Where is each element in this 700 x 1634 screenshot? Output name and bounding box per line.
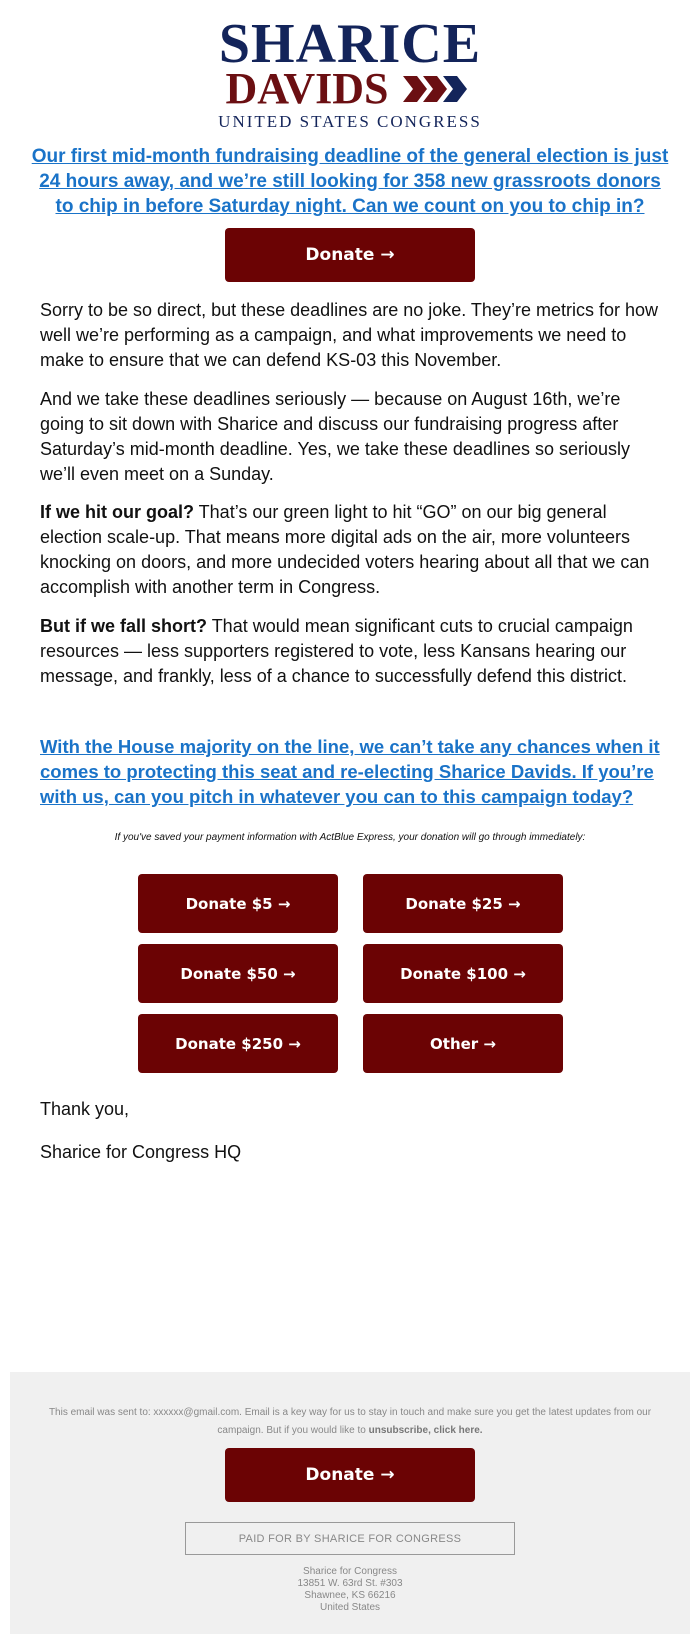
- logo-last-name: [225, 64, 389, 113]
- paid-for-disclaimer: PAID FOR BY SHARICE FOR CONGRESS: [185, 1522, 515, 1555]
- logo-last-name-text: DAVIDS: [225, 64, 389, 113]
- fall-short-text: That would mean significant cuts to crucial campaign resources — less supporters registered to vote, less Kansans hearing our message, and frankly, less of a chance to successfully defend this district.: [40, 616, 633, 686]
- footer-donate-button[interactable]: Donate →: [225, 1448, 475, 1502]
- donate-5-button[interactable]: Donate $5 →: [138, 874, 338, 933]
- fall-short-lead: But if we fall short?: [40, 616, 208, 636]
- donate-100-button[interactable]: Donate $100 →: [363, 944, 563, 1003]
- headline-fundraising-link[interactable]: Our first mid-month fundraising deadline of the general election is just 24 hours away, and we’re still looking for 358 new grassroots donors to chip in before Saturday night. Can we count on you to chip in?: [31, 146, 669, 217]
- donate-250-button[interactable]: Donate $250 →: [138, 1014, 338, 1073]
- unsubscribe-link[interactable]: unsubscribe, click here.: [368, 1425, 483, 1436]
- actblue-express-note: If you've saved your payment information with ActBlue Express, your donation will go through immediately:: [114, 832, 586, 843]
- hit-goal-lead: If we hit our goal?: [40, 502, 194, 522]
- donate-button[interactable]: Donate →: [225, 228, 475, 282]
- paragraph-deadlines: Sorry to be so direct, but these deadlines are no joke. They’re metrics for how well we’re performing as a campaign, and what improvements we need to make to ensure that we can defend KS-03 this November.: [40, 300, 658, 370]
- donate-25-button[interactable]: Donate $25 →: [363, 874, 563, 933]
- cta-pitch-in-link[interactable]: With the House majority on the line, we can’t take any chances when it comes to protecting this seat and re-electing Sharice Davids. If you’re with us, can you pitch in whatever you can to this campaign today?: [40, 736, 660, 807]
- footer-sent-notice: [40, 1404, 660, 1440]
- donate-other-button[interactable]: Other →: [363, 1014, 563, 1073]
- address-line-city: Shawnee, KS 66216: [304, 1590, 396, 1601]
- email-footer: [10, 1372, 690, 1634]
- signoff-sender: Sharice for Congress HQ: [40, 1142, 242, 1162]
- donate-50-button[interactable]: Donate $50 →: [138, 944, 338, 1003]
- footer-sent-text: This email was sent to: xxxxxx@gmail.com. Email is a key way for us to stay in touch and make sure you get the latest updates from our campaign. But if you would like to: [48, 1407, 652, 1436]
- logo-first-name: SHARICE: [218, 13, 482, 75]
- campaign-logo: [0, 13, 700, 132]
- paragraph-meeting: And we take these deadlines seriously — because on August 16th, we’re going to sit down with Sharice and discuss our fundraising progress after Saturday’s mid-month deadline. Yes, we take these deadlines so seriously we’ll even meet on a Sunday.: [40, 389, 631, 484]
- address-line-org: Sharice for Congress: [303, 1566, 397, 1577]
- mailing-address: [10, 1566, 690, 1614]
- signoff-thanks: Thank you,: [40, 1099, 130, 1119]
- paragraph-fall-short: [40, 614, 665, 689]
- hit-goal-text: That’s our green light to hit “GO” on our big general election scale-up. That means more digital ads on the air, more volunteers knocking on doors, and more undecided voters hearing about all that we can accomplish with another term in Congress.: [40, 502, 650, 597]
- paragraph-hit-goal: [40, 500, 665, 600]
- address-line-street: 13851 W. 63rd St. #303: [297, 1578, 403, 1589]
- address-line-country: United States: [319, 1602, 381, 1613]
- logo-subtitle: UNITED STATES CONGRESS: [218, 112, 482, 131]
- chevron-arrows-icon: [403, 76, 473, 102]
